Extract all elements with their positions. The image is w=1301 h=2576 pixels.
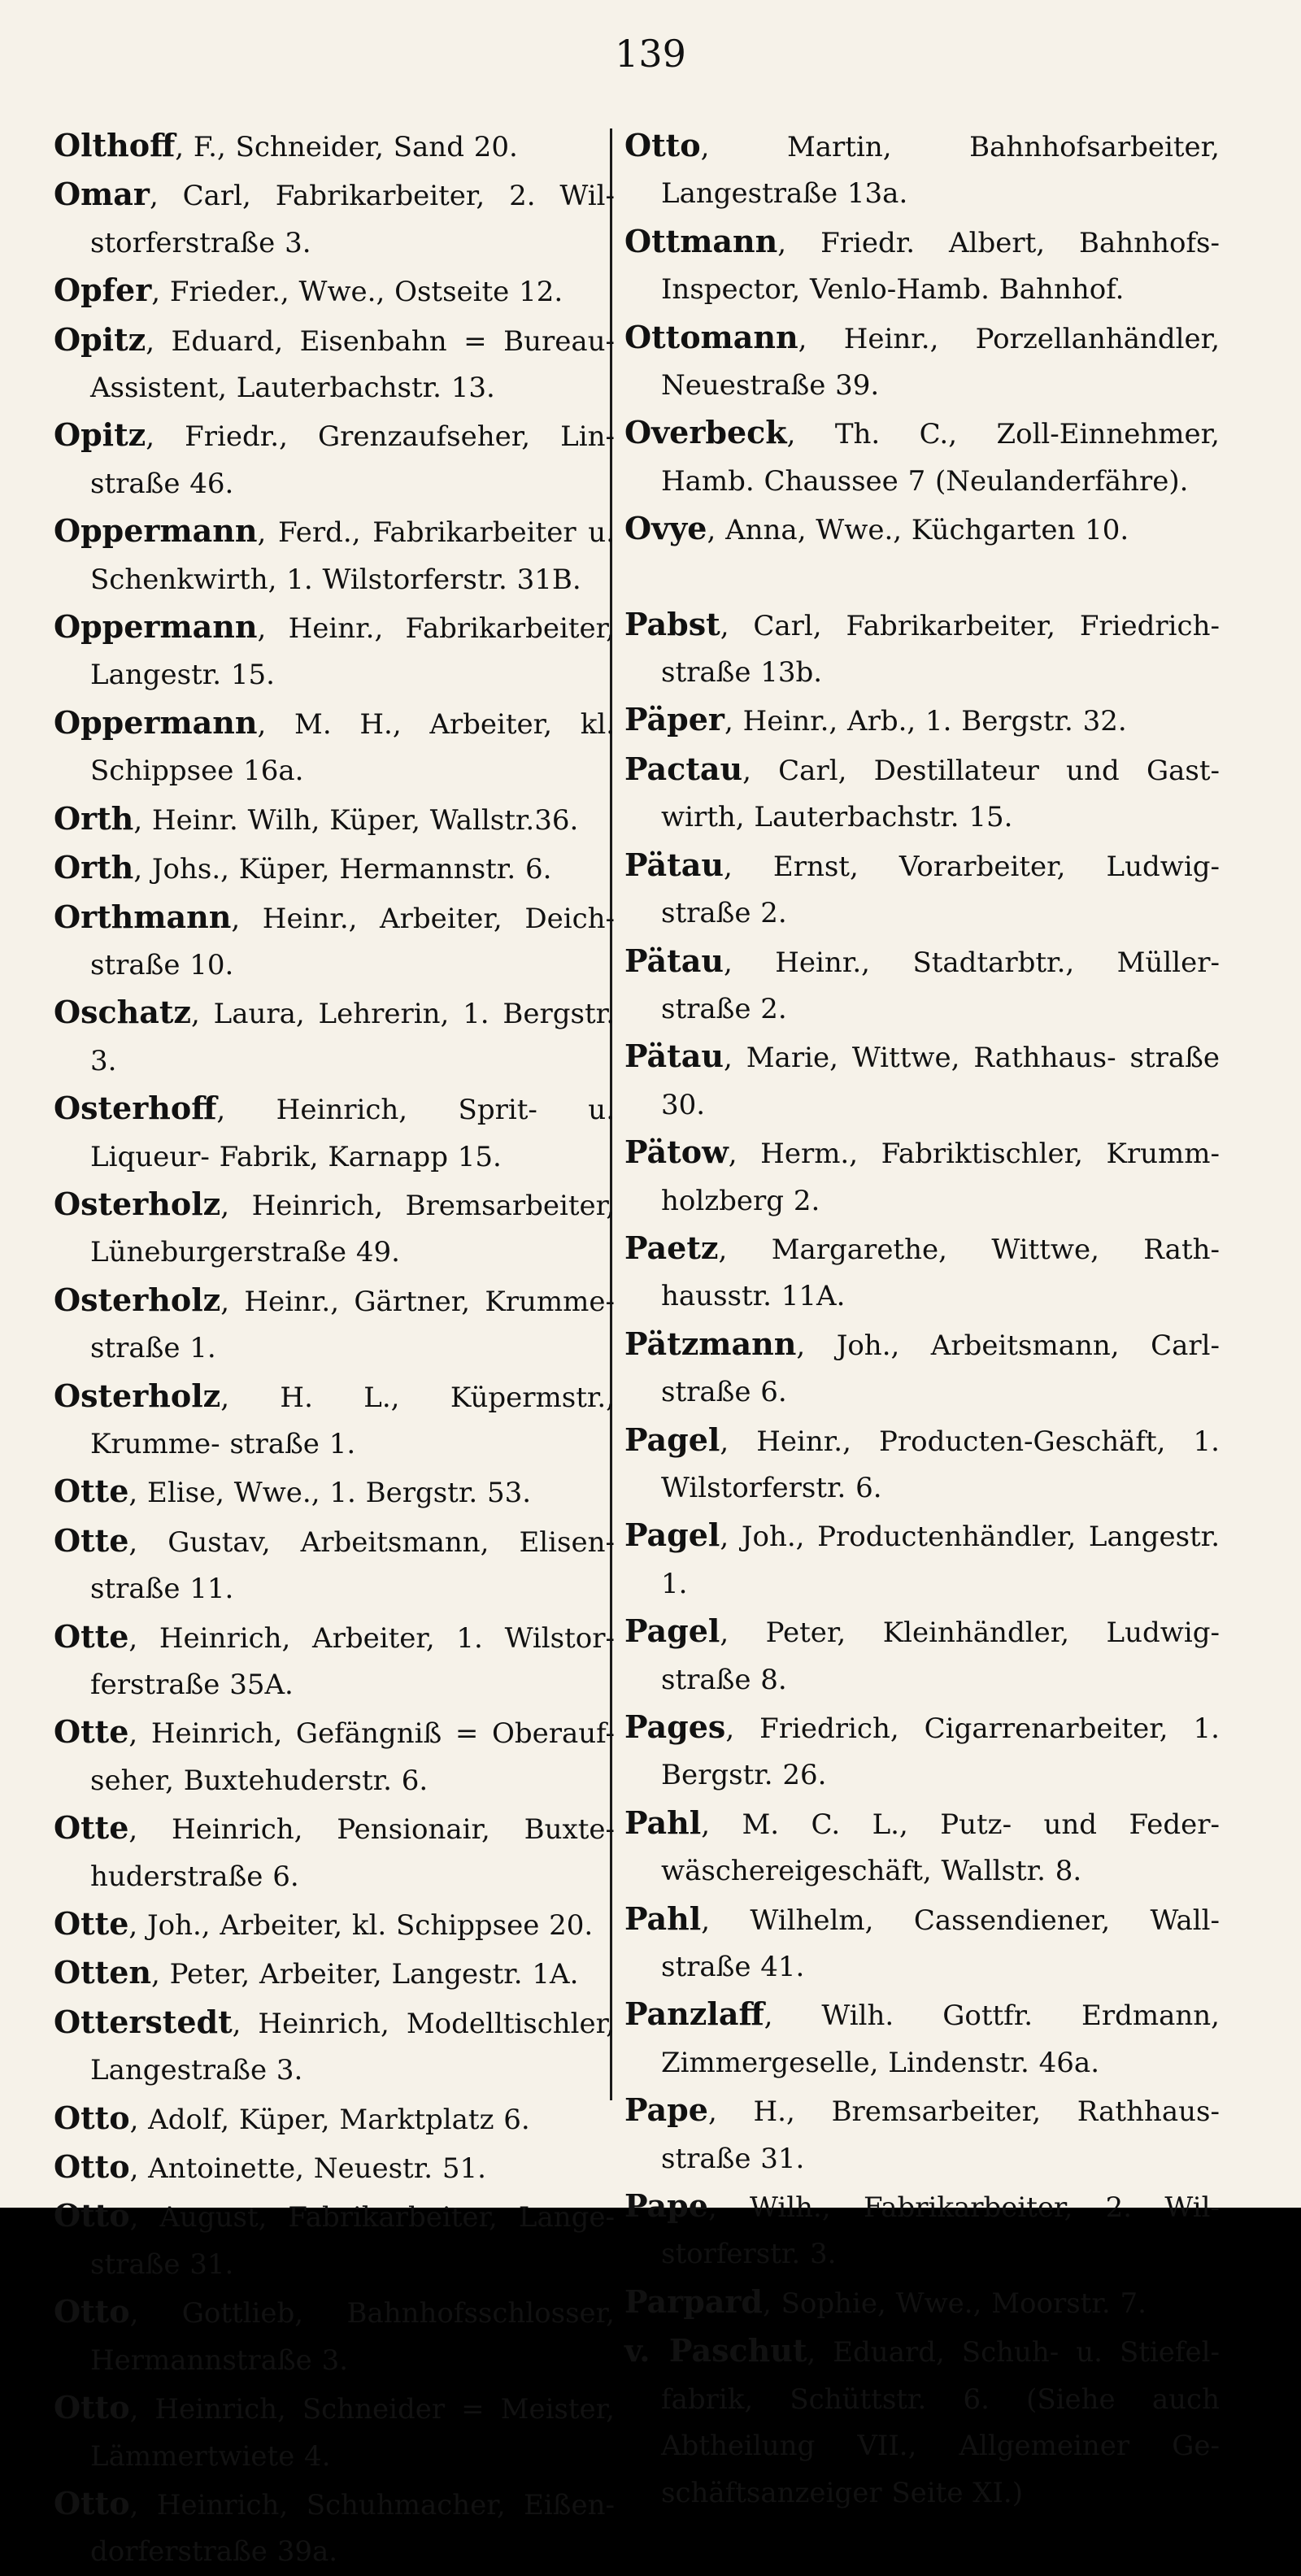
entry-name: Olthoff bbox=[54, 127, 176, 163]
directory-entry bbox=[54, 2143, 615, 2192]
entry-details: , Martin, Bahnhofsarbeiter, Langestraße 13a. bbox=[661, 131, 1220, 211]
directory-entry bbox=[624, 409, 1220, 505]
directory-entry bbox=[624, 314, 1220, 410]
directory-entry bbox=[54, 122, 615, 171]
entry-details: , Herm., Fabriktischler, Krumm- holzberg 2. bbox=[661, 1138, 1220, 1217]
entry-details: , Heinrich, Gefängniß = Oberauf- seher, Buxtehuderstr. 6. bbox=[90, 1717, 615, 1797]
directory-entry bbox=[624, 1416, 1220, 1512]
entry-details: , H., Bremsarbeiter, Rathhaus- straße 31. bbox=[661, 2095, 1220, 2175]
entry-name: Orth bbox=[54, 799, 134, 837]
directory-entry bbox=[54, 1949, 615, 1998]
entry-details: , Heinrich, Schuhmacher, Eißen- dorferstraße 39a. bbox=[90, 2488, 615, 2569]
entry-details: , Th. C., Zoll-Einnehmer, Hamb. Chaussee 7 (Neulanderfähre). bbox=[661, 418, 1220, 498]
entry-details: , M. C. L., Putz- und Feder- wäschereigeschäft, Wallstr. 8. bbox=[661, 1808, 1220, 1888]
entry-name: Pätau bbox=[624, 846, 724, 883]
directory-entry bbox=[54, 844, 615, 893]
directory-entry bbox=[624, 1129, 1220, 1225]
entry-details: , Heinrich, Bremsarbeiter, Lüneburgerstraße 49. bbox=[90, 1189, 615, 1269]
directory-entry bbox=[624, 2327, 1220, 2517]
entry-details: , Joh., Productenhändler, Langestr. 1. bbox=[661, 1521, 1220, 1600]
entry-name: Pahl bbox=[624, 1804, 702, 1841]
entry-name: Oppermann bbox=[54, 512, 258, 550]
entry-name: Pages bbox=[624, 1708, 726, 1745]
entry-details: , Heinr., Arbeiter, Deich- straße 10. bbox=[90, 902, 615, 981]
entry-name: v. Paschut bbox=[624, 2332, 807, 2369]
directory-entry bbox=[624, 938, 1220, 1033]
entry-name: Otto bbox=[624, 127, 701, 163]
entry-details: , Friedr. Albert, Bahnhofs- Inspector, Venlo-Hamb. Bahnhof. bbox=[661, 226, 1220, 307]
directory-entry bbox=[54, 1999, 615, 2095]
directory-entry bbox=[54, 507, 615, 603]
entry-details: , Heinrich, Schneider = Meister, Lämmertwiete 4. bbox=[90, 2393, 615, 2473]
entry-name: Ottomann bbox=[624, 318, 798, 355]
directory-entry bbox=[54, 2192, 615, 2288]
directory-entry bbox=[624, 601, 1220, 697]
entry-details: , Heinr., Fabrikarbeiter, Langestr. 15. bbox=[90, 612, 615, 692]
directory-entry bbox=[54, 1900, 615, 1949]
entry-name: Ovye bbox=[624, 510, 707, 547]
entry-name: Pape bbox=[624, 2091, 708, 2129]
entry-name: Orth bbox=[54, 849, 134, 886]
entry-details: , Heinr., Stadtarbtr., Müller- straße 2. bbox=[661, 946, 1220, 1025]
entry-name: Overbeck bbox=[624, 414, 787, 451]
directory-entry bbox=[54, 2384, 615, 2480]
directory-entry bbox=[624, 122, 1220, 218]
directory-entry bbox=[624, 2278, 1220, 2327]
entry-name: Oschatz bbox=[54, 994, 192, 1031]
entry-name: Panzlaff bbox=[624, 1995, 764, 2033]
entry-details: , Heinr., Gärtner, Krumme- straße 1. bbox=[90, 1285, 615, 1365]
entry-details: , Heinrich, Modelltischler, Langestraße 3. bbox=[90, 2007, 615, 2087]
entry-details: , Heinrich, Pensionair, Buxte- huderstraße 6. bbox=[90, 1813, 615, 1893]
entry-name: Oppermann bbox=[54, 703, 258, 741]
directory-entry bbox=[54, 1804, 615, 1900]
entry-name: Paetz bbox=[624, 1229, 719, 1266]
entry-name: Pätow bbox=[624, 1134, 729, 1171]
directory-entry bbox=[54, 171, 615, 267]
entry-name: Parpard bbox=[624, 2282, 763, 2320]
directory-entry bbox=[54, 894, 615, 990]
entry-details: , Heinr. Wilh, Küper, Wallstr.36. bbox=[133, 803, 579, 837]
section-gap bbox=[624, 555, 1220, 601]
directory-entry bbox=[624, 218, 1220, 314]
directory-entry bbox=[54, 2480, 615, 2576]
directory-entry bbox=[54, 1277, 615, 1373]
entry-name: Otto bbox=[54, 2484, 130, 2522]
entry-name: Osterholz bbox=[54, 1185, 221, 1222]
entry-details: , Wilhelm, Cassendiener, Wall- straße 41. bbox=[661, 1904, 1220, 1984]
entry-name: Otto bbox=[54, 2389, 130, 2426]
entry-name: Pahl bbox=[624, 1899, 702, 1937]
entry-details: , Eduard, Eisenbahn = Bureau- Assistent, Lauterbachstr. 13. bbox=[90, 324, 615, 405]
entry-name: Pätau bbox=[624, 1038, 724, 1075]
entry-details: , Margarethe, Wittwe, Rath- hausstr. 11A. bbox=[661, 1233, 1220, 1313]
entry-details: , Gottlieb, Bahnhofsschlosser, Hermannstraße 3. bbox=[90, 2297, 615, 2377]
directory-entry bbox=[624, 1321, 1220, 1416]
entry-name: Otto bbox=[54, 2148, 130, 2186]
entry-details: , Heinrich, Sprit- u. Liqueur- Fabrik, Karnapp 15. bbox=[90, 1094, 615, 1173]
entry-name: Pactau bbox=[624, 750, 743, 787]
entry-details: , Carl, Fabrikarbeiter, 2. Wil- storferstraße 3. bbox=[90, 180, 615, 259]
entry-details: , Antoinette, Neuestr. 51. bbox=[129, 2152, 486, 2186]
directory-entry bbox=[624, 1895, 1220, 1991]
entry-name: Otte bbox=[54, 1905, 129, 1943]
entry-details: , Peter, Kleinhändler, Ludwig- straße 8. bbox=[661, 1617, 1220, 1696]
entry-details: , F., Schneider, Sand 20. bbox=[175, 131, 518, 163]
directory-entry bbox=[624, 1225, 1220, 1321]
directory-entry bbox=[54, 795, 615, 844]
entry-name: Orthmann bbox=[54, 898, 232, 935]
entry-details: , Joh., Arbeiter, kl. Schippsee 20. bbox=[128, 1909, 594, 1943]
entry-name: Osterhoff bbox=[54, 1090, 217, 1127]
entry-name: Opfer bbox=[54, 272, 152, 309]
entry-name: Opitz bbox=[54, 416, 146, 454]
entry-details: , Johs., Küper, Hermannstr. 6. bbox=[133, 853, 552, 886]
entry-details: , Elise, Wwe., 1. Bergstr. 53. bbox=[128, 1477, 532, 1510]
directory-entry bbox=[624, 746, 1220, 842]
entry-name: Otterstedt bbox=[54, 2003, 233, 2040]
directory-entry bbox=[624, 1991, 1220, 2086]
entry-details: , Heinr., Arb., 1. Bergstr. 32. bbox=[724, 705, 1127, 738]
entry-name: Päper bbox=[624, 701, 724, 738]
entry-details: , Heinrich, Arbeiter, 1. Wilstor- ferstraße 35A. bbox=[90, 1621, 615, 1701]
directory-entry bbox=[624, 842, 1220, 938]
entry-details: , Ferd., Fabrikarbeiter u. Schenkwirth, 1. Wilstorferstr. 31B. bbox=[90, 516, 615, 596]
entry-name: Pagel bbox=[624, 1421, 720, 1458]
entry-details: , Friedr., Grenzaufseher, Lin- straße 46. bbox=[90, 420, 615, 500]
entry-name: Pätzmann bbox=[624, 1325, 797, 1362]
right-column bbox=[624, 122, 1220, 2517]
entry-name: Pagel bbox=[624, 1516, 720, 1554]
directory-entry bbox=[54, 989, 615, 1085]
entry-name: Otten bbox=[54, 1954, 152, 1991]
entry-name: Otte bbox=[54, 1473, 129, 1510]
entry-name: Pätau bbox=[624, 942, 724, 979]
entry-details: , Anna, Wwe., Küchgarten 10. bbox=[707, 514, 1129, 547]
entry-name: Pabst bbox=[624, 605, 720, 642]
entry-details: , Carl, Destillateur und Gast- wirth, Lauterbachstr. 15. bbox=[661, 754, 1220, 834]
directory-entry bbox=[624, 1799, 1220, 1895]
directory-entry bbox=[54, 2288, 615, 2384]
entry-details: , Adolf, Küper, Marktplatz 6. bbox=[129, 2103, 530, 2136]
entry-details: , Wilh. Gottfr. Erdmann, Zimmergeselle, Lindenstr. 46a. bbox=[661, 1999, 1220, 2079]
directory-entry bbox=[54, 2095, 615, 2143]
directory-entry bbox=[54, 411, 615, 507]
entry-details: , Laura, Lehrerin, 1. Bergstr. 3. bbox=[90, 998, 615, 1077]
directory-entry bbox=[54, 699, 615, 795]
entry-name: Pape bbox=[624, 2187, 708, 2225]
directory-entry bbox=[624, 696, 1220, 745]
directory-entry bbox=[54, 1517, 615, 1613]
directory-entry bbox=[54, 267, 615, 315]
entry-name: Osterholz bbox=[54, 1377, 221, 1414]
entry-details: , H. L., Küpermstr., Krumme- straße 1. bbox=[90, 1381, 615, 1460]
directory-entry bbox=[54, 603, 615, 699]
entry-details: , Ernst, Vorarbeiter, Ludwig- straße 2. bbox=[661, 850, 1220, 930]
entry-name: Omar bbox=[54, 176, 150, 213]
entry-name: Osterholz bbox=[54, 1281, 221, 1318]
entry-details: , Carl, Fabrikarbeiter, Friedrich- straße 13b. bbox=[661, 609, 1220, 690]
entry-name: Otte bbox=[54, 1617, 129, 1655]
entry-details: , Frieder., Wwe., Ostseite 12. bbox=[151, 276, 563, 309]
entry-name: Pagel bbox=[624, 1612, 720, 1650]
entry-details: , Peter, Arbeiter, Langestr. 1A. bbox=[151, 1958, 579, 1991]
entry-details: , Eduard, Schuh- u. Stiefel- fabrik, Schüttstr. 6. (Siehe auch Abtheilung VII., Allgemeiner Ge- schäftsanzeiger Seite XI.) bbox=[661, 2336, 1220, 2509]
entry-details: , Sophie, Wwe., Moorstr. 7. bbox=[762, 2287, 1147, 2320]
directory-entry bbox=[624, 2182, 1220, 2278]
directory-entry bbox=[54, 1708, 615, 1804]
entry-name: Otto bbox=[54, 2099, 130, 2136]
page-number: 139 bbox=[615, 32, 686, 76]
directory-entry bbox=[624, 505, 1220, 554]
entry-details: , August, Fabrikarbeiter, Lange- straße 31. bbox=[90, 2201, 615, 2281]
entry-details: , Joh., Arbeitsmann, Carl- straße 6. bbox=[661, 1329, 1220, 1409]
left-column bbox=[54, 122, 615, 2576]
entry-name: Opitz bbox=[54, 320, 146, 358]
entry-details: , M. H., Arbeiter, kl. Schippsee 16a. bbox=[90, 707, 615, 788]
directory-entry bbox=[624, 1033, 1220, 1129]
entry-details: , Marie, Wittwe, Rathhaus- straße 30. bbox=[661, 1042, 1220, 1121]
entry-name: Ottmann bbox=[624, 222, 778, 259]
entry-details: , Friedrich, Cigarrenarbeiter, 1. Bergstr. 26. bbox=[661, 1712, 1220, 1792]
directory-entry bbox=[624, 1512, 1220, 1608]
entry-name: Otto bbox=[54, 2293, 130, 2330]
entry-name: Otto bbox=[54, 2197, 130, 2234]
entry-details: , Heinr., Porzellanhändler, Neuestraße 39. bbox=[661, 322, 1220, 402]
directory-entry bbox=[54, 1373, 615, 1469]
directory-entry bbox=[54, 1181, 615, 1277]
directory-entry bbox=[54, 316, 615, 412]
entry-details: , Wilh., Fabrikarbeiter, 2. Wil- storferstr. 3. bbox=[661, 2191, 1220, 2271]
entry-name: Oppermann bbox=[54, 608, 258, 646]
directory-entry bbox=[624, 2086, 1220, 2182]
entry-name: Otte bbox=[54, 1809, 129, 1847]
directory-entry bbox=[54, 1613, 615, 1709]
entry-details: , Heinr., Producten-Geschäft, 1. Wilstorferstr. 6. bbox=[661, 1425, 1220, 1504]
right-column-o-section bbox=[624, 122, 1220, 555]
entry-name: Otte bbox=[54, 1713, 129, 1751]
directory-entry bbox=[54, 1468, 615, 1516]
directory-entry bbox=[624, 1704, 1220, 1799]
directory-entry bbox=[54, 1085, 615, 1181]
entry-details: , Gustav, Arbeitsmann, Elisen- straße 11. bbox=[90, 1525, 615, 1606]
right-column-p-section bbox=[624, 601, 1220, 2517]
entry-name: Otte bbox=[54, 1521, 129, 1559]
directory-entry bbox=[624, 1608, 1220, 1704]
